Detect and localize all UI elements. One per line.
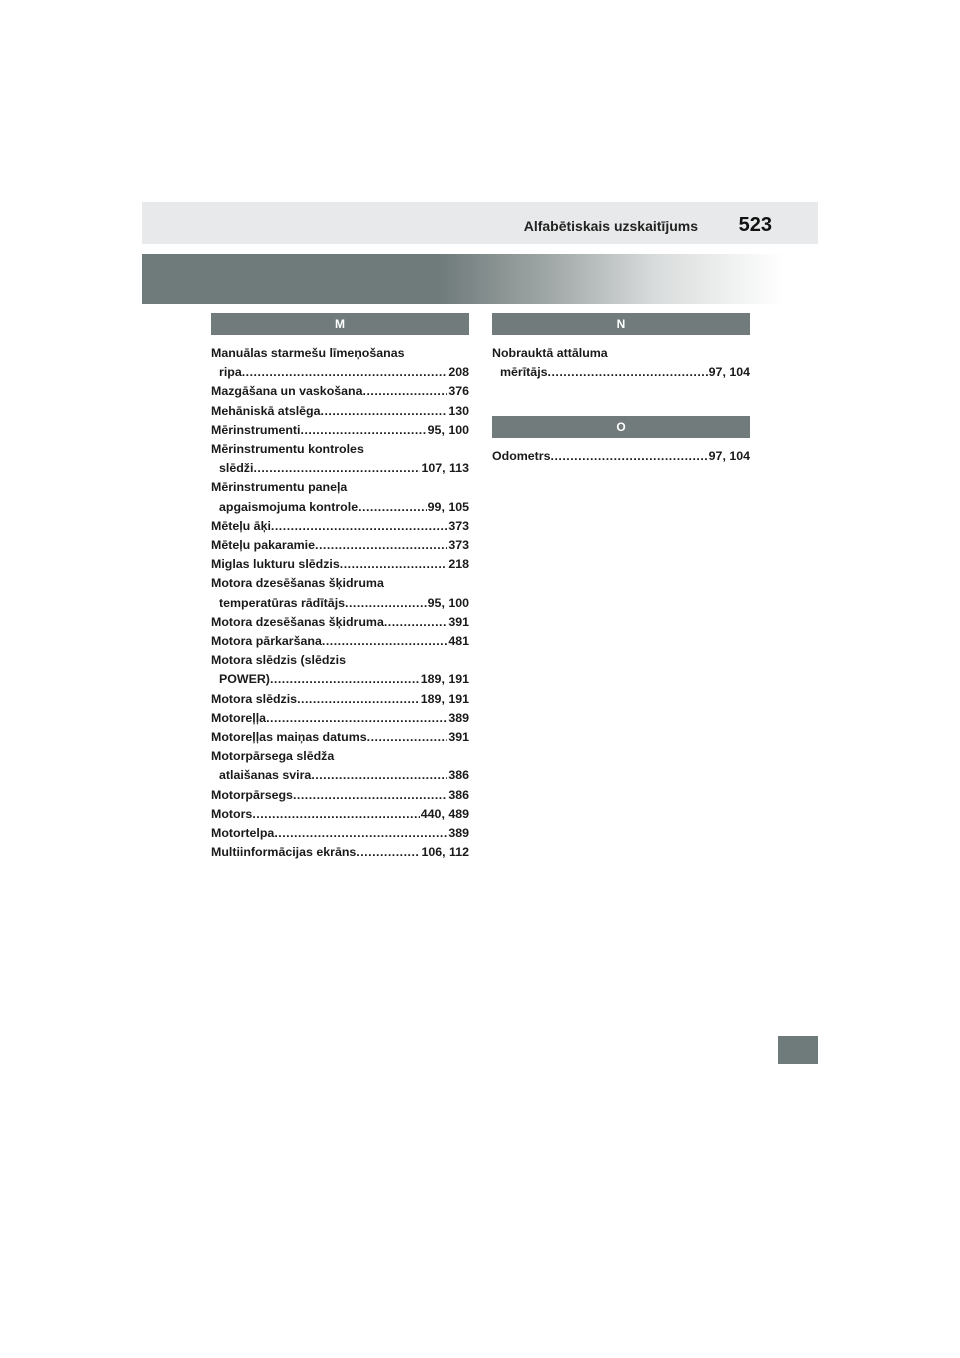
index-entry [211,632,469,651]
section-header-m: M [211,313,469,335]
leader-dots [270,670,420,689]
index-entry-pages: 391 [448,730,469,745]
index-entry [211,421,469,440]
index-entry-pages: 389 [448,826,469,841]
section-header-o: O [492,416,750,438]
index-entry-line [211,363,469,382]
index-entry-pages: 386 [448,768,469,783]
index-entry-label: atlaišanas svira [219,768,312,783]
leader-dots [315,536,447,555]
index-entry-label: Motora slēdzis [211,691,298,706]
leader-dots [321,402,448,421]
index-entry-line [211,670,469,689]
leader-dots [358,498,427,517]
leader-dots [242,363,448,382]
leader-dots [297,690,420,709]
section-spacer [492,382,750,416]
index-entry-line [211,536,469,555]
index-entry [211,690,469,709]
index-entry-line [211,805,469,824]
index-entry-pages: 386 [448,787,469,802]
index-entry-label: temperatūras rādītājs [219,595,346,610]
leader-dots [253,459,420,478]
index-entry-pages: 389 [448,710,469,725]
index-entry-label: Motors [211,806,253,821]
index-entry [211,728,469,747]
index-entry-line [211,709,469,728]
section-m-entries [211,344,469,862]
index-entry-label: Mēteļu āķi [211,518,271,533]
index-entry-label: Miglas lukturu slēdzis [211,557,340,572]
index-entry-label: mērītājs [500,365,548,380]
index-title: Alfabētiskais uzskaitījums [523,218,698,234]
index-entry-pages: 95, 100 [427,422,469,437]
index-entry [211,805,469,824]
index-entry [211,747,469,785]
index-entry-label: Mērinstrumenti [211,422,301,437]
index-entry-pages: 189, 191 [420,691,469,706]
index-entry-heading: Motora slēdzis (slēdzis [211,653,346,668]
index-entry [211,824,469,843]
index-column-left [211,313,469,862]
index-entry-pages: 376 [448,384,469,399]
index-entry [211,344,469,382]
index-entry [492,344,750,382]
leader-dots [367,728,448,747]
decorative-gradient-bar [142,254,818,304]
index-entry-pages: 218 [448,557,469,572]
index-entry-line [211,382,469,401]
index-entry-line [492,363,750,382]
index-entry-label: Multiinformācijas ekrāns [211,845,357,860]
section-header-n: N [492,313,750,335]
leader-dots [252,805,419,824]
section-n-entries [492,344,750,382]
index-entry-label: slēdži [219,461,254,476]
index-entry-pages: 373 [448,518,469,533]
index-entry-heading: Mērinstrumentu paneļa [211,480,348,495]
index-entry-line [211,843,469,862]
index-entry-line [211,690,469,709]
index-entry-line [211,613,469,632]
index-entry-line [211,824,469,843]
index-entry-label: Motora dzesēšanas šķidruma [211,614,384,629]
index-entry [211,555,469,574]
index-entry-pages: 106, 112 [421,845,469,860]
index-entry [211,517,469,536]
index-entry [211,651,469,689]
leader-dots [551,447,708,466]
index-entry-pages: 95, 100 [427,595,469,610]
index-entry-pages: 97, 104 [708,449,750,464]
page-number: 523 [738,214,772,236]
index-entry-label: Mazgāšana un vaskošana [211,384,363,399]
index-entry-line [211,766,469,785]
leader-dots [293,786,447,805]
leader-dots [345,594,427,613]
index-entry-pages: 440, 489 [420,806,469,821]
index-entry [211,843,469,862]
index-entry-label: Motoreļļa [211,710,267,725]
index-entry-line [211,632,469,651]
index-entry-label: Motoreļļas maiņas datums [211,730,367,745]
index-entry-heading: Manuālas starmešu līmeņošanas [211,346,405,360]
index-entry-heading: Mērinstrumentu kontroles [211,442,364,457]
leader-dots [274,824,447,843]
index-entry-line [211,498,469,517]
index-entry-pages: 99, 105 [427,499,469,514]
index-entry [211,536,469,555]
index-entry-label: Odometrs [492,449,551,464]
index-entry-pages: 391 [448,614,469,629]
leader-dots [266,709,447,728]
index-entry-line [211,402,469,421]
index-entry-label: Motorpārsegs [211,787,293,802]
running-header [142,202,818,244]
index-entry-pages: 373 [448,538,469,553]
leader-dots [356,843,420,862]
index-entry-label: ripa [219,365,242,380]
index-entry-line [211,555,469,574]
index-entry-label: Motora pārkaršana [211,634,322,649]
leader-dots [311,766,447,785]
index-entry [211,786,469,805]
index-entry-pages: 107, 113 [421,461,469,476]
index-entry-line [492,447,750,466]
index-entry-label: Motortelpa [211,826,275,841]
index-entry-heading: Motorpārsega slēdža [211,749,335,764]
index-entry-pages: 189, 191 [420,672,469,687]
index-entry-line [211,786,469,805]
leader-dots [301,421,427,440]
leader-dots [322,632,447,651]
index-entry-line [211,728,469,747]
index-entry [211,613,469,632]
index-entry [211,440,469,478]
index-entry-label: Mēteļu pakaramie [211,538,315,553]
index-entry-line [211,459,469,478]
leader-dots [384,613,447,632]
index-column-right [492,313,750,467]
index-entry-line [211,421,469,440]
leader-dots [271,517,447,536]
leader-dots [548,363,708,382]
index-entry-line [211,594,469,613]
index-entry-label: apgaismojuma kontrole [219,499,359,514]
index-entry-pages: 208 [448,365,469,380]
index-entry-line [211,517,469,536]
index-entry [492,447,750,466]
index-entry [211,574,469,612]
chapter-tab-marker [778,1036,818,1064]
leader-dots [340,555,448,574]
index-entry-pages: 130 [448,403,469,418]
index-entry-label: POWER) [219,672,270,687]
index-entry-pages: 481 [448,634,469,649]
index-entry [211,709,469,728]
index-entry [211,478,469,516]
index-entry [211,382,469,401]
index-entry-heading: Nobrauktā attāluma [492,346,608,360]
index-entry-label: Mehāniskā atslēga [211,403,321,418]
leader-dots [363,382,448,401]
index-entry-heading: Motora dzesēšanas šķidruma [211,576,384,591]
index-entry-pages: 97, 104 [708,365,750,380]
section-o-entries [492,447,750,466]
index-entry [211,402,469,421]
